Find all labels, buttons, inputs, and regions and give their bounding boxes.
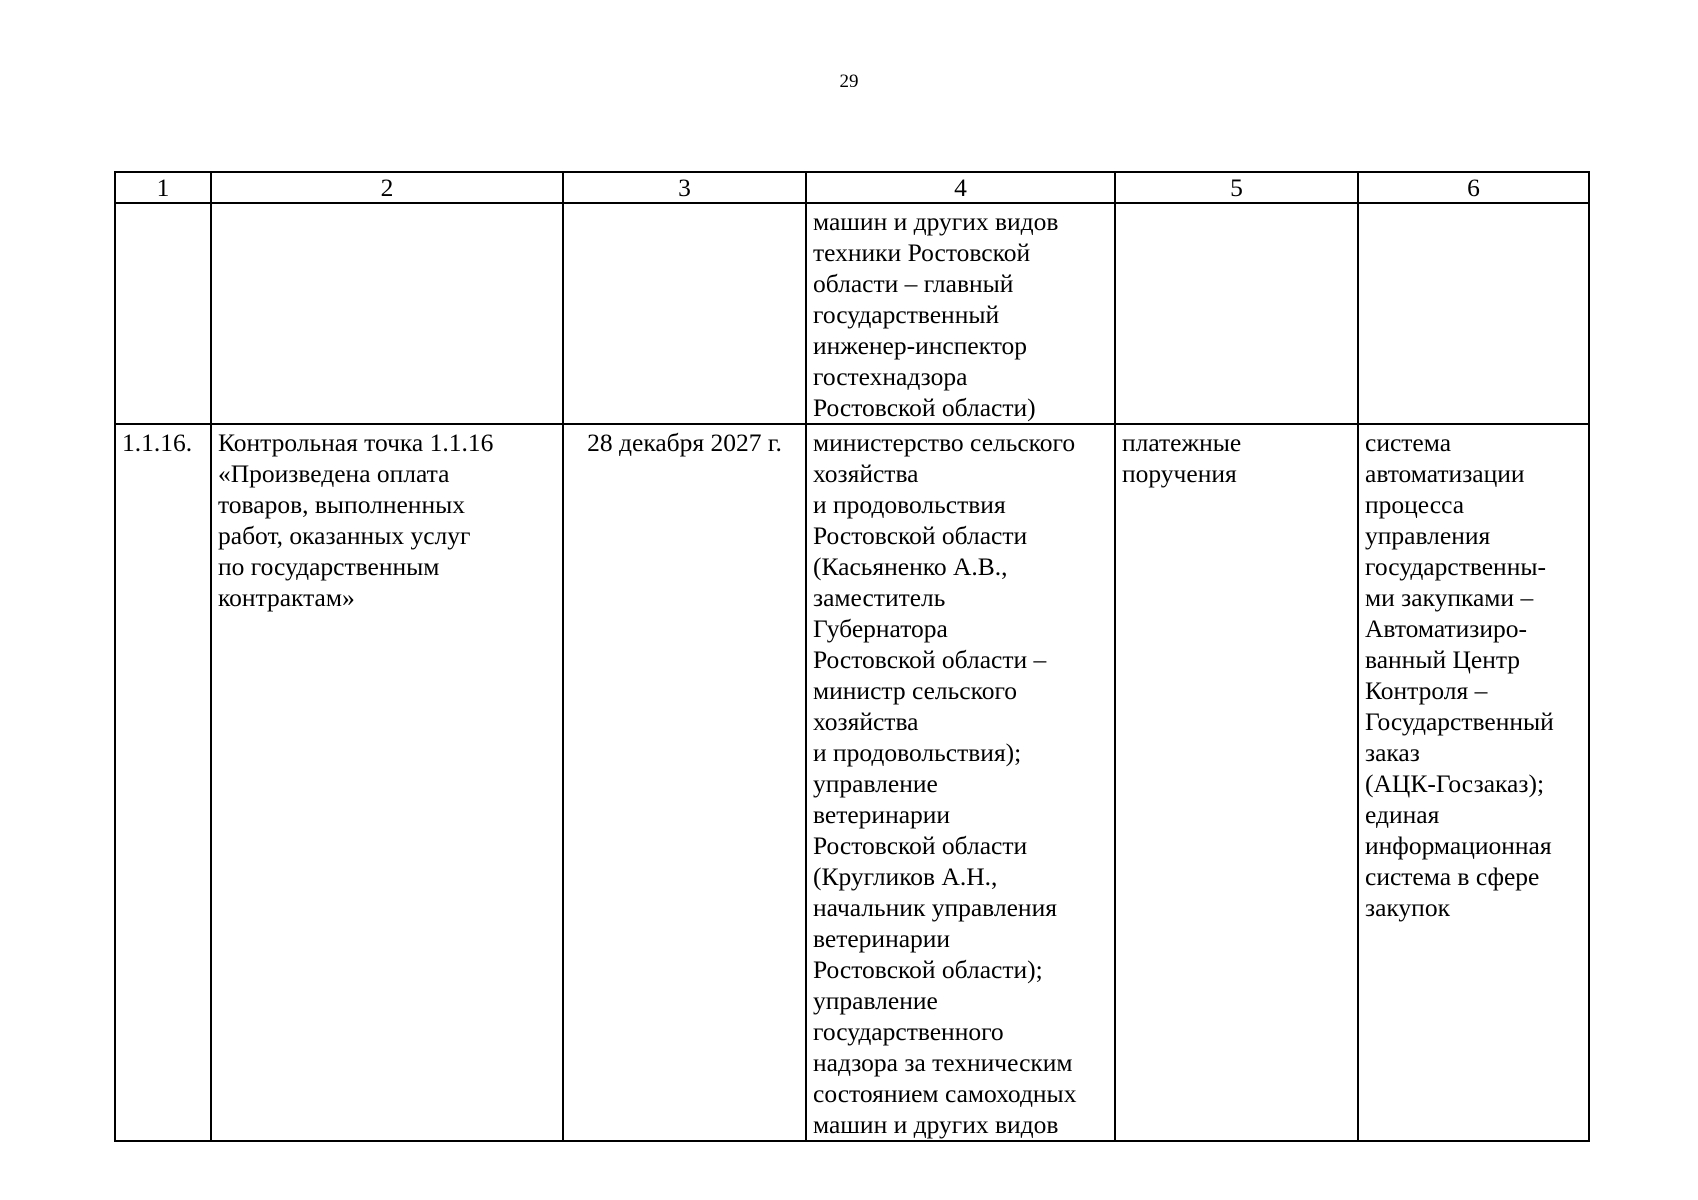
text-line: управление: [813, 986, 938, 1015]
text-line: министерство сельского: [813, 428, 1076, 457]
text-line: области – главный: [813, 269, 1014, 298]
text-line: государственного: [813, 1017, 1004, 1046]
cell-system: [1358, 203, 1589, 424]
text-line: Губернатора: [813, 614, 948, 643]
cell-date: 28 декабря 2027 г.: [563, 424, 806, 1141]
text-line: по государственным: [218, 552, 440, 581]
text-line: заместитель: [813, 583, 946, 612]
text-line: управления: [1365, 521, 1491, 550]
text-line: (АЦК-Госзаказ);: [1365, 769, 1545, 798]
text-line: «Произведена оплата: [218, 459, 450, 488]
text-line: Государственный: [1365, 707, 1554, 736]
text-line: платежные: [1122, 428, 1242, 457]
cell-document: [1115, 203, 1358, 424]
column-header-1: 1: [115, 172, 211, 203]
text-line: состоянием самоходных: [813, 1079, 1077, 1108]
text-line: ванный Центр: [1365, 645, 1521, 674]
cell-title: [211, 203, 563, 424]
text-line: Ростовской области: [813, 521, 1028, 550]
text-line: Ростовской области: [813, 831, 1028, 860]
text-line: Контроля –: [1365, 676, 1488, 705]
text-line: машин и других видов: [813, 207, 1059, 236]
text-line: Ростовской области): [813, 393, 1036, 422]
cell-title: [211, 424, 563, 1141]
text-line: инженер-инспектор: [813, 331, 1028, 360]
text-line: техники Ростовской: [813, 238, 1031, 267]
text-line: поручения: [1122, 459, 1237, 488]
text-line: ветеринарии: [813, 924, 951, 953]
text-line: автоматизации: [1365, 459, 1525, 488]
page-number: 29: [839, 71, 859, 92]
cell-number: 1.1.16.: [115, 424, 211, 1141]
cell-responsible: [806, 203, 1115, 424]
column-header-4: 4: [806, 172, 1115, 203]
text-line: государственный: [813, 300, 1000, 329]
text-line: Контрольная точка 1.1.16: [218, 428, 494, 457]
text-line: заказ: [1365, 738, 1420, 767]
cell-document: [1115, 424, 1358, 1141]
table-header-row: [115, 172, 1589, 203]
text-line: товаров, выполненных: [218, 490, 465, 519]
text-line: ветеринарии: [813, 800, 951, 829]
table-row-continuation: [115, 203, 1589, 424]
text-line: закупок: [1365, 893, 1450, 922]
text-line: информационная: [1365, 831, 1552, 860]
text-line: ми закупками –: [1365, 583, 1534, 612]
cell-responsible: [806, 424, 1115, 1141]
text-line: (Касьяненко А.В.,: [813, 552, 1008, 581]
text-line: управление: [813, 769, 938, 798]
column-header-2: 2: [211, 172, 563, 203]
cell-date: [563, 203, 806, 424]
text-line: процесса: [1365, 490, 1465, 519]
control-points-table: [114, 171, 1590, 1142]
text-line: контрактам»: [218, 583, 355, 612]
text-line: работ, оказанных услуг: [218, 521, 471, 550]
column-header-5: 5: [1115, 172, 1358, 203]
text-line: надзора за техническим: [813, 1048, 1073, 1077]
table-row-1-1-16: [115, 424, 1589, 1141]
text-line: начальник управления: [813, 893, 1057, 922]
text-line: и продовольствия: [813, 490, 1006, 519]
text-line: (Кругликов А.Н.,: [813, 862, 998, 891]
text-line: государственны-: [1365, 552, 1546, 581]
column-header-3: 3: [563, 172, 806, 203]
text-line: система в сфере: [1365, 862, 1540, 891]
text-line: хозяйства: [813, 459, 919, 488]
text-line: система: [1365, 428, 1452, 457]
text-line: Автоматизиро-: [1365, 614, 1528, 643]
text-line: министр сельского: [813, 676, 1018, 705]
text-line: Ростовской области –: [813, 645, 1047, 674]
text-line: и продовольствия);: [813, 738, 1022, 767]
column-header-6: 6: [1358, 172, 1589, 203]
text-line: хозяйства: [813, 707, 919, 736]
text-line: гостехнадзора: [813, 362, 968, 391]
cell-number: [115, 203, 211, 424]
text-line: Ростовской области);: [813, 955, 1043, 984]
text-line: единая: [1365, 800, 1440, 829]
text-line: машин и других видов: [813, 1110, 1059, 1139]
cell-system: [1358, 424, 1589, 1141]
